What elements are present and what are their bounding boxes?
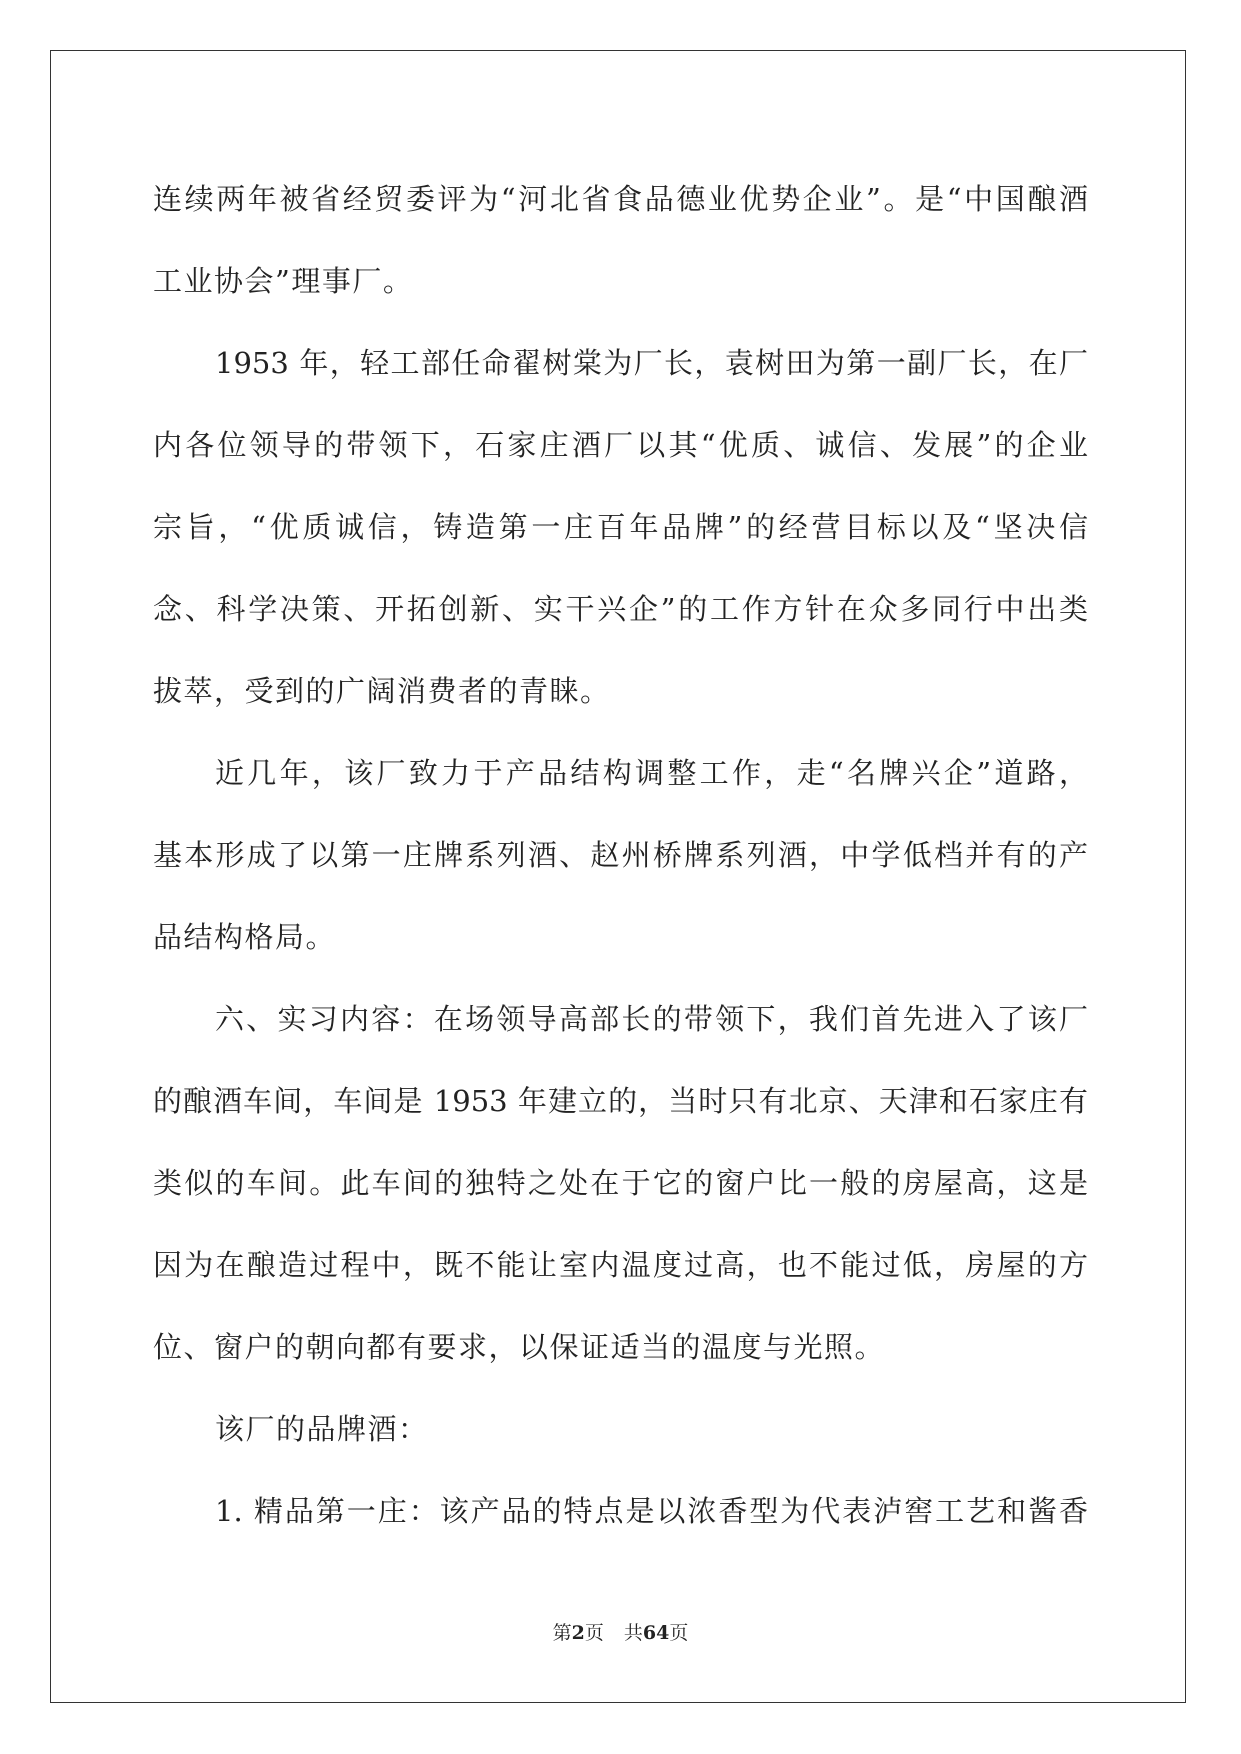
- footer-prefix: 第: [552, 1622, 572, 1644]
- text-line: 拔萃，受到的广阔消费者的青睐。: [153, 674, 611, 708]
- text-line: 该厂的品牌酒：: [215, 1412, 429, 1446]
- page-footer: [0, 1618, 1241, 1645]
- footer-total-suffix: 页: [669, 1622, 689, 1644]
- text-line: 类似的车间。此车间的独特之处在于它的窗户比一般的房屋高，这是: [153, 1166, 1088, 1200]
- text-line: 内各位领导的带领下，石家庄酒厂以其“优质、诚信、发展”的企业: [153, 428, 1088, 462]
- text-line: 1. 精品第一庄：该产品的特点是以浓香型为代表泸窖工艺和酱香: [215, 1494, 1088, 1528]
- document-body: [153, 158, 1088, 1552]
- text-line: 六、实习内容：在场领导高部长的带领下，我们首先进入了该厂: [215, 1002, 1088, 1036]
- current-page-number: 2: [571, 1622, 585, 1644]
- text-line: 基本形成了以第一庄牌系列酒、赵州桥牌系列酒，中学低档并有的产: [153, 838, 1088, 872]
- total-page-count: 64: [642, 1622, 670, 1644]
- text-line: 的酿酒车间，车间是 1953 年建立的，当时只有北京、天津和石家庄有: [153, 1084, 1088, 1118]
- text-line: 宗旨，“优质诚信，铸造第一庄百年品牌”的经营目标以及“坚决信: [153, 510, 1088, 544]
- footer-page-suffix: 页: [584, 1622, 604, 1644]
- text-line: 位、窗户的朝向都有要求，以保证适当的温度与光照。: [153, 1330, 886, 1364]
- text-line: 品结构格局。: [153, 920, 337, 954]
- text-line: 近几年，该厂致力于产品结构调整工作，走“名牌兴企”道路，: [215, 756, 1088, 790]
- footer-total-prefix: 共: [623, 1622, 643, 1644]
- text-line: 念、科学决策、开拓创新、实干兴企”的工作方针在众多同行中出类: [153, 592, 1088, 626]
- text-line: 工业协会”理事厂。: [153, 264, 414, 298]
- text-line: 连续两年被省经贸委评为“河北省食品德业优势企业”。是“中国酿酒: [153, 182, 1088, 216]
- text-line: 因为在酿造过程中，既不能让室内温度过高，也不能过低，房屋的方: [153, 1248, 1088, 1282]
- text-line: 1953 年，轻工部任命翟树棠为厂长，袁树田为第一副厂长，在厂: [215, 346, 1088, 380]
